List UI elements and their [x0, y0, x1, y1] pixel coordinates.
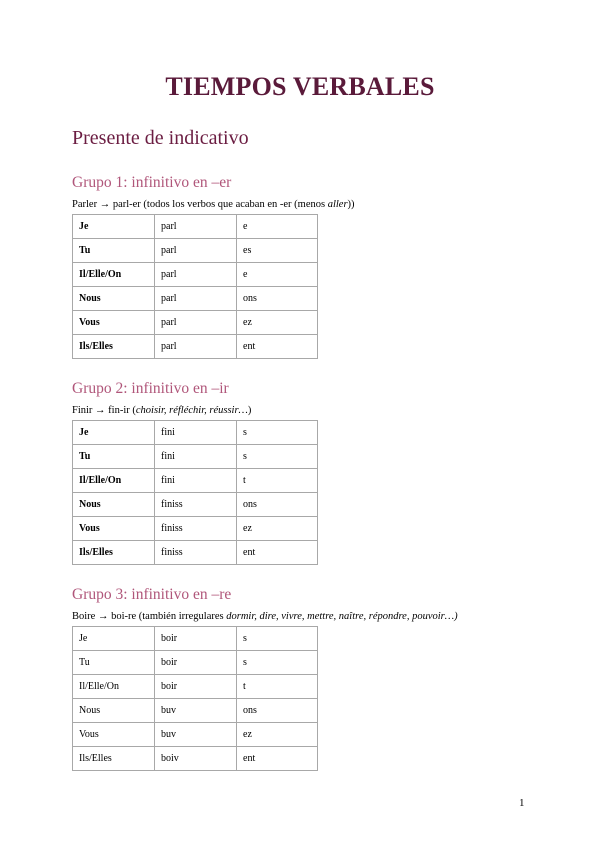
group-1-intro-italic: aller [327, 199, 348, 210]
table-row [73, 421, 318, 445]
pronoun-cell: Il/Elle/On [73, 263, 155, 287]
stem-cell: buv [155, 723, 237, 747]
ending-cell: ent [237, 541, 318, 565]
table-row [73, 311, 318, 335]
group-3-heading: Grupo 3: infinitivo en –re [72, 586, 232, 603]
pronoun-cell: Vous [73, 517, 155, 541]
pronoun-cell: Vous [73, 723, 155, 747]
ending-cell: ent [237, 335, 318, 359]
pronoun-cell: Nous [73, 287, 155, 311]
stem-cell: parl [155, 287, 237, 311]
group-1-intro-text: Parler → parl-er (todos los verbos que acaban en -er (menos [72, 199, 328, 210]
table-row [73, 335, 318, 359]
stem-cell: fini [155, 421, 237, 445]
ending-cell: ent [237, 747, 318, 771]
group-3-table [72, 626, 318, 771]
table-row [73, 651, 318, 675]
group-1-table [72, 214, 318, 359]
ending-cell: s [237, 627, 318, 651]
pronoun-cell: Nous [73, 493, 155, 517]
table-row [73, 541, 318, 565]
ending-cell: e [237, 215, 318, 239]
ending-cell: s [237, 421, 318, 445]
group-2-intro-text: Finir → fin-ir ( [72, 405, 136, 416]
stem-cell: parl [155, 335, 237, 359]
stem-cell: fini [155, 445, 237, 469]
pronoun-cell: Je [73, 421, 155, 445]
stem-cell: parl [155, 239, 237, 263]
stem-cell: buv [155, 699, 237, 723]
pronoun-cell: Il/Elle/On [73, 675, 155, 699]
pronoun-cell: Tu [73, 651, 155, 675]
pronoun-cell: Je [73, 627, 155, 651]
table-row [73, 699, 318, 723]
ending-cell: ez [237, 517, 318, 541]
table-row [73, 263, 318, 287]
page-title: TIEMPOS VERBALES [165, 72, 435, 101]
pronoun-cell: Vous [73, 311, 155, 335]
pronoun-cell: Nous [73, 699, 155, 723]
group-1-intro [72, 199, 355, 210]
ending-cell: e [237, 263, 318, 287]
pronoun-cell: Ils/Elles [73, 747, 155, 771]
table-row [73, 517, 318, 541]
stem-cell: parl [155, 311, 237, 335]
table-row [73, 747, 318, 771]
group-3-intro-text: Boire → boi-re (también irregulares [72, 611, 227, 622]
ending-cell: t [237, 469, 318, 493]
table-row [73, 675, 318, 699]
ending-cell: s [237, 651, 318, 675]
stem-cell: boir [155, 675, 237, 699]
ending-cell: ons [237, 699, 318, 723]
table-row [73, 469, 318, 493]
ending-cell: ons [237, 287, 318, 311]
section-heading: Presente de indicativo [72, 127, 249, 149]
table-row [73, 215, 318, 239]
group-3-intro [72, 611, 458, 622]
group-2-table [72, 420, 318, 565]
table-row [73, 627, 318, 651]
stem-cell: boir [155, 627, 237, 651]
table-row [73, 493, 318, 517]
pronoun-cell: Ils/Elles [73, 335, 155, 359]
pronoun-cell: Tu [73, 445, 155, 469]
group-1-heading: Grupo 1: infinitivo en –er [72, 174, 232, 191]
ending-cell: t [237, 675, 318, 699]
stem-cell: boiv [155, 747, 237, 771]
stem-cell: finiss [155, 493, 237, 517]
pronoun-cell: Ils/Elles [73, 541, 155, 565]
stem-cell: fini [155, 469, 237, 493]
pronoun-cell: Je [73, 215, 155, 239]
table-row [73, 723, 318, 747]
ending-cell: es [237, 239, 318, 263]
group-2-intro-after: ) [247, 405, 252, 416]
ending-cell: ez [237, 723, 318, 747]
stem-cell: finiss [155, 541, 237, 565]
group-2-intro-italic: choisir, réfléchir, réussir… [135, 405, 248, 416]
group-3-intro-italic: dormir, dire, vivre, mettre, naître, répondre, pouvoir…) [226, 611, 458, 622]
pronoun-cell: Tu [73, 239, 155, 263]
group-1-intro-after: )) [347, 199, 355, 210]
stem-cell: parl [155, 215, 237, 239]
ending-cell: ons [237, 493, 318, 517]
pronoun-cell: Il/Elle/On [73, 469, 155, 493]
stem-cell: finiss [155, 517, 237, 541]
page-number: 1 [519, 797, 525, 809]
table-row [73, 445, 318, 469]
group-2-heading: Grupo 2: infinitivo en –ir [72, 380, 229, 397]
stem-cell: parl [155, 263, 237, 287]
table-row [73, 239, 318, 263]
ending-cell: ez [237, 311, 318, 335]
ending-cell: s [237, 445, 318, 469]
table-row [73, 287, 318, 311]
stem-cell: boir [155, 651, 237, 675]
group-2-intro [72, 405, 251, 416]
